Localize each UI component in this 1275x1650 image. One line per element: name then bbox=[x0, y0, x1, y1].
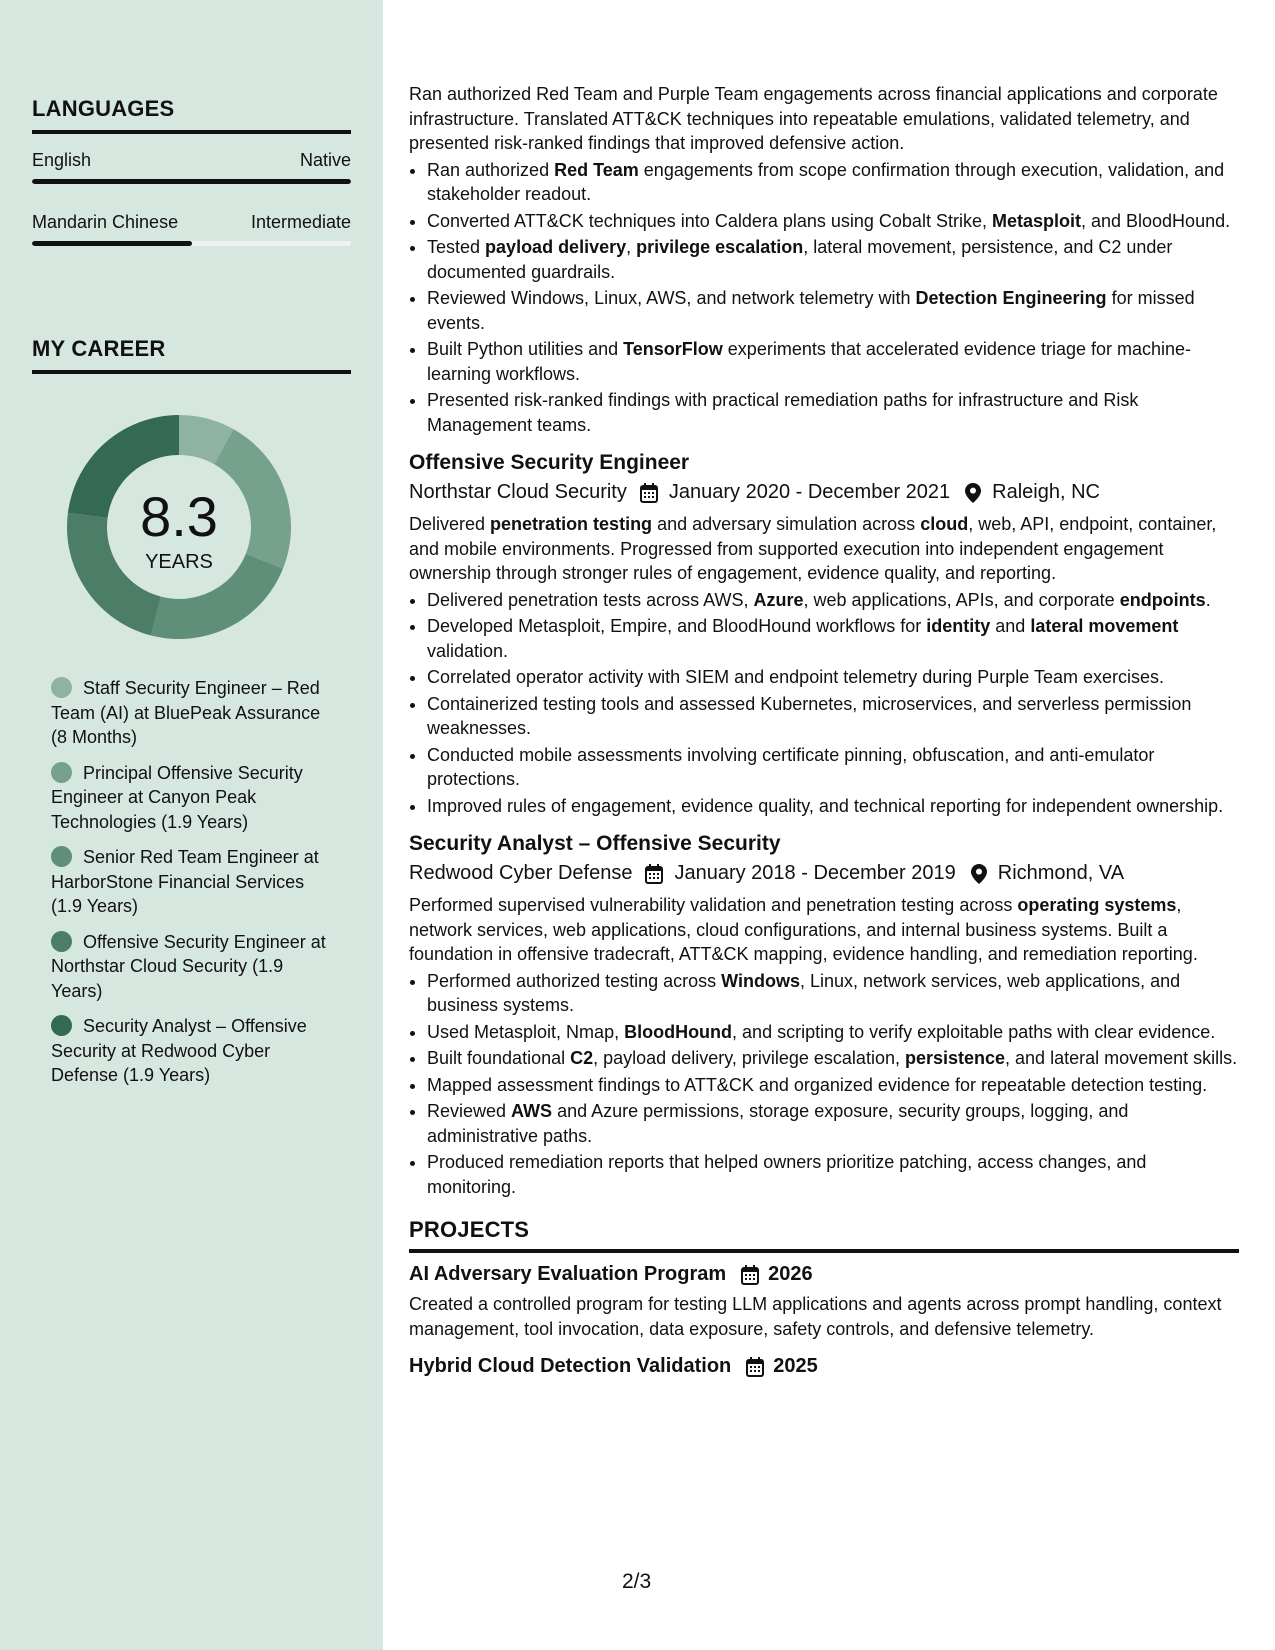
text-run: Ran authorized bbox=[427, 159, 555, 180]
location-pin-icon bbox=[970, 863, 988, 885]
text-run: Mapped assessment findings to ATT&CK and organized evidence for repeatable detection testing. bbox=[427, 1074, 1208, 1095]
text-run: , web applications, APIs, and corporate bbox=[803, 589, 1120, 610]
text-run: for missed events. bbox=[427, 288, 1195, 333]
total-years-value: 8.3 bbox=[140, 485, 218, 548]
text-run: Containerized testing tools and assessed Kubernetes, microservices, and serverless permission weaknesses. bbox=[427, 693, 1192, 738]
text-run: and bbox=[990, 616, 1031, 636]
text-run: validation. bbox=[427, 640, 509, 661]
text-run: Conducted mobile assessments involving certificate pinning, obfuscation, and anti-emulator protections. bbox=[427, 744, 1155, 789]
text-run: . bbox=[1205, 589, 1211, 610]
project-entry bbox=[409, 1263, 1239, 1341]
text-run: , lateral movement, persistence, and C2 under documented guardrails. bbox=[427, 237, 1173, 282]
legend-dot bbox=[51, 762, 72, 783]
language-name: English bbox=[32, 150, 92, 170]
bullet-item bbox=[427, 665, 1239, 690]
text-run: Delivered bbox=[409, 514, 491, 534]
languages-title: LANGUAGES bbox=[32, 96, 175, 121]
legend-dot bbox=[51, 677, 72, 698]
sidebar bbox=[0, 0, 383, 1650]
career-item-text: Staff Security Engineer – Red Team (AI) at BluePeak Assurance (8 Months) bbox=[51, 678, 321, 747]
career-item-text: Principal Offensive Security Engineer at Canyon Peak Technologies (1.9 Years) bbox=[51, 762, 303, 832]
bullet-item bbox=[427, 794, 1239, 819]
text-run: , bbox=[626, 237, 637, 257]
career-list bbox=[51, 676, 331, 1088]
donut-segment bbox=[214, 429, 291, 569]
bold-keyword: identity bbox=[926, 616, 991, 636]
bullet-item bbox=[427, 286, 1239, 335]
text-run: , Linux, network services, web applications, and business systems. bbox=[427, 970, 1181, 1015]
job-bullets bbox=[409, 969, 1239, 1200]
text-run: , web, API, endpoint, container, and mobile environments. Progressed from supported execution into independent engagement ownership through stronger rules of engagement, evidence quality, and reporting. bbox=[409, 514, 1217, 583]
bold-keyword: payload delivery bbox=[485, 237, 627, 257]
bold-keyword: Detection Engineering bbox=[915, 288, 1107, 308]
language-bar-fill bbox=[32, 179, 351, 184]
job-entry bbox=[409, 832, 1239, 1199]
career-item bbox=[51, 1014, 331, 1088]
text-run: , network services, web applications, cloud configurations, and internal business systems. Built a foundation in offensive tradecraft, ATT&CK mapping, evidence handling, and remediation reporting. bbox=[409, 895, 1198, 964]
project-entry bbox=[409, 1355, 1239, 1378]
bullet-item bbox=[427, 1150, 1239, 1199]
career-donut-chart bbox=[67, 415, 291, 639]
calendar-icon bbox=[740, 1264, 760, 1286]
bullet-item bbox=[427, 743, 1239, 792]
text-run: , and scripting to verify exploitable paths with clear evidence. bbox=[732, 1021, 1216, 1042]
text-run: Built foundational bbox=[427, 1048, 571, 1068]
project-title-row bbox=[409, 1263, 1239, 1286]
text-run: Tested bbox=[427, 237, 486, 257]
text-run: Delivered penetration tests across AWS, bbox=[427, 589, 754, 610]
calendar-icon bbox=[644, 863, 664, 885]
career-item-text: Security Analyst – Offensive Security at Redwood Cyber Defense (1.9 Years) bbox=[51, 1016, 307, 1085]
text-run: , and BloodHound. bbox=[1080, 210, 1231, 231]
job-dates: January 2018 - December 2019 bbox=[674, 862, 956, 884]
job-summary bbox=[409, 512, 1239, 586]
job-title: Security Analyst – Offensive Security bbox=[409, 832, 781, 855]
career-section bbox=[32, 336, 351, 374]
job-title: Offensive Security Engineer bbox=[409, 451, 690, 474]
language-level: Native bbox=[299, 150, 351, 170]
bullet-item bbox=[427, 337, 1239, 386]
language-english bbox=[32, 150, 351, 184]
bullet-item bbox=[427, 209, 1239, 234]
bold-keyword: endpoints bbox=[1119, 589, 1206, 610]
text-run: , and lateral movement skills. bbox=[1005, 1048, 1238, 1068]
legend-dot bbox=[51, 846, 72, 867]
language-mandarin bbox=[32, 212, 351, 246]
language-bar bbox=[32, 179, 351, 184]
text-run: and adversary simulation across bbox=[652, 514, 921, 534]
project-year: 2026 bbox=[768, 1263, 813, 1285]
job-location: Raleigh, NC bbox=[992, 481, 1100, 503]
job-entry bbox=[409, 451, 1239, 818]
bullet-item bbox=[427, 235, 1239, 284]
text-run: Produced remediation reports that helped owners prioritize patching, access changes, and monitoring. bbox=[427, 1152, 1147, 1197]
calendar-icon bbox=[745, 1356, 765, 1378]
projects-section bbox=[409, 1217, 1239, 1378]
project-name: AI Adversary Evaluation Program bbox=[409, 1263, 727, 1285]
text-run: Converted ATT&CK techniques into Caldera plans using Cobalt Strike, bbox=[427, 210, 992, 231]
intro-summary: Ran authorized Red Team and Purple Team engagements across financial applications and corporate infrastructure. Translated ATT&CK techniques into repeatable emulations, validated telemetry, and presented risk-ranked findings that improved defensive action. bbox=[409, 84, 1218, 153]
project-name: Hybrid Cloud Detection Validation bbox=[409, 1355, 732, 1377]
language-name: Mandarin Chinese bbox=[32, 212, 179, 232]
languages-section bbox=[32, 96, 351, 246]
projects-list bbox=[409, 1263, 1239, 1378]
bold-keyword: privilege escalation bbox=[636, 237, 804, 257]
bullet-item bbox=[427, 388, 1239, 437]
text-run: Performed supervised vulnerability validation and penetration testing across bbox=[409, 895, 1018, 915]
language-level: Intermediate bbox=[250, 212, 351, 232]
bold-keyword: Red Team bbox=[554, 159, 639, 180]
project-title-row bbox=[409, 1355, 1239, 1378]
bold-keyword: C2 bbox=[570, 1048, 594, 1068]
bullet-item bbox=[427, 692, 1239, 741]
job-dates: January 2020 - December 2021 bbox=[668, 481, 951, 503]
text-run: Used Metasploit, Nmap, bbox=[427, 1021, 625, 1042]
career-item-text: Senior Red Team Engineer at HarborStone Financial Services (1.9 Years) bbox=[51, 847, 319, 916]
company-name: Redwood Cyber Defense bbox=[409, 862, 633, 884]
bullet-item bbox=[427, 614, 1239, 663]
career-item bbox=[51, 761, 331, 835]
text-run: Presented risk-ranked findings with practical remediation paths for infrastructure and Risk Management teams. bbox=[427, 390, 1139, 435]
bold-keyword: Windows bbox=[721, 970, 800, 991]
project-description: Created a controlled program for testing LLM applications and agents across prompt handling, context management, tool invocation, data exposure, safety controls, and defensive telemetry. bbox=[409, 1294, 1222, 1339]
main-content bbox=[409, 82, 1239, 1378]
bullet-item bbox=[427, 1020, 1239, 1045]
text-run: and Azure permissions, storage exposure, security groups, logging, and administrative paths. bbox=[427, 1101, 1129, 1146]
text-run: engagements from scope confirmation through execution, validation, and stakeholder readout. bbox=[427, 159, 1225, 204]
jobs-list bbox=[409, 451, 1239, 1199]
projects-rule bbox=[409, 1249, 1239, 1253]
career-item bbox=[51, 676, 331, 750]
calendar-icon bbox=[639, 482, 659, 504]
bold-keyword: Azure bbox=[753, 589, 804, 610]
bold-keyword: operating systems bbox=[1017, 895, 1177, 915]
text-run: Reviewed bbox=[427, 1101, 512, 1121]
bullet-item bbox=[427, 1073, 1239, 1098]
career-rule bbox=[32, 370, 351, 374]
text-run: Performed authorized testing across bbox=[427, 970, 722, 991]
career-item-text: Offensive Security Engineer at Northstar Cloud Security (1.9 Years) bbox=[51, 931, 326, 1001]
language-bar-fill bbox=[32, 241, 192, 246]
career-item bbox=[51, 845, 331, 919]
bullet-item bbox=[427, 158, 1239, 207]
text-run: Improved rules of engagement, evidence quality, and technical reporting for independent ownership. bbox=[427, 795, 1224, 816]
job-meta bbox=[409, 481, 1239, 504]
years-label: YEARS bbox=[145, 551, 213, 573]
text-run: Developed Metasploit, Empire, and BloodHound workflows for bbox=[427, 616, 927, 636]
project-year: 2025 bbox=[773, 1355, 818, 1377]
bold-keyword: TensorFlow bbox=[623, 339, 723, 359]
language-bar bbox=[32, 241, 351, 246]
legend-dot bbox=[51, 931, 72, 952]
bold-keyword: AWS bbox=[511, 1101, 553, 1121]
bullet-item bbox=[427, 588, 1239, 613]
career-title: MY CAREER bbox=[32, 336, 166, 361]
location-pin-icon bbox=[964, 482, 982, 504]
company-name: Northstar Cloud Security bbox=[409, 481, 627, 503]
career-item bbox=[51, 930, 331, 1004]
job-meta bbox=[409, 862, 1239, 885]
bold-keyword: lateral movement bbox=[1030, 616, 1179, 636]
bullet-item bbox=[427, 1099, 1239, 1148]
text-run: Built Python utilities and bbox=[427, 339, 624, 359]
bold-keyword: cloud bbox=[920, 514, 969, 534]
intro-bullets bbox=[409, 158, 1239, 438]
languages-rule bbox=[32, 130, 351, 134]
bold-keyword: persistence bbox=[904, 1048, 1006, 1068]
text-run: Correlated operator activity with SIEM and endpoint telemetry during Purple Team exercises. bbox=[427, 667, 1165, 687]
bullet-item bbox=[427, 969, 1239, 1018]
job-location: Richmond, VA bbox=[997, 862, 1125, 884]
legend-dot bbox=[51, 1015, 72, 1036]
text-run: , payload delivery, privilege escalation, bbox=[593, 1048, 905, 1068]
bold-keyword: penetration testing bbox=[490, 514, 653, 534]
bold-keyword: Metasploit bbox=[991, 210, 1081, 231]
text-run: experiments that accelerated evidence triage for machine-learning workflows. bbox=[427, 339, 1192, 384]
job-bullets bbox=[409, 588, 1239, 819]
page-number: 2/3 bbox=[622, 1570, 652, 1593]
projects-title: PROJECTS bbox=[409, 1217, 530, 1242]
text-run: Reviewed Windows, Linux, AWS, and network telemetry with bbox=[427, 288, 916, 308]
bullet-item bbox=[427, 1046, 1239, 1071]
job-summary bbox=[409, 893, 1239, 967]
bold-keyword: BloodHound bbox=[624, 1021, 733, 1042]
